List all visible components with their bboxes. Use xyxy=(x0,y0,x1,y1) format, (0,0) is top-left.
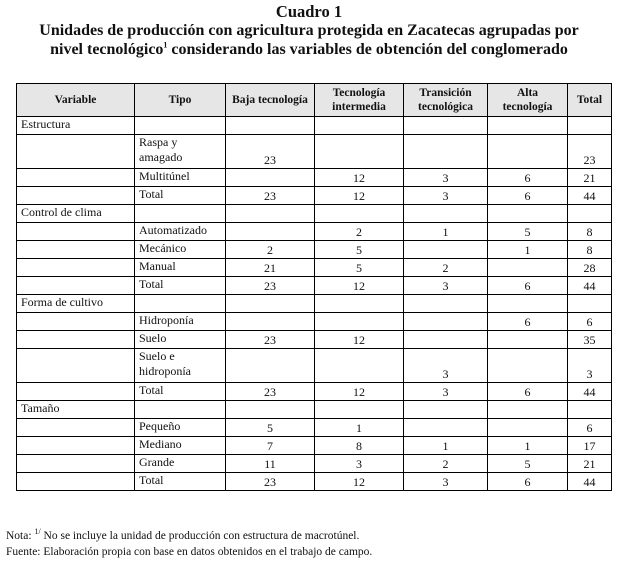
empty-cell xyxy=(488,205,568,223)
group-row xyxy=(17,295,612,313)
empty-cell xyxy=(135,401,226,419)
tipo-cell: Total xyxy=(135,473,226,491)
table-row xyxy=(17,135,612,169)
value-cell-baja: 2 xyxy=(226,241,315,259)
empty-cell xyxy=(404,117,488,135)
value-cell-trans: 3 xyxy=(404,473,488,491)
empty-cell xyxy=(315,401,404,419)
table-row xyxy=(17,437,612,455)
empty-cell xyxy=(17,419,135,437)
value-cell-inter: 12 xyxy=(315,187,404,205)
value-cell-total: 44 xyxy=(568,473,612,491)
value-cell-trans xyxy=(404,313,488,331)
empty-cell xyxy=(17,437,135,455)
empty-cell xyxy=(568,295,612,313)
empty-cell xyxy=(17,223,135,241)
empty-cell xyxy=(135,205,226,223)
empty-cell xyxy=(568,117,612,135)
value-cell-baja: 23 xyxy=(226,187,315,205)
value-cell-total: 8 xyxy=(568,223,612,241)
empty-cell xyxy=(568,205,612,223)
table-row xyxy=(17,473,612,491)
value-cell-total: 44 xyxy=(568,277,612,295)
value-cell-trans xyxy=(404,241,488,259)
tipo-cell: Manual xyxy=(135,259,226,277)
value-cell-baja: 11 xyxy=(226,455,315,473)
table-row xyxy=(17,455,612,473)
value-cell-baja: 23 xyxy=(226,135,315,169)
value-cell-total: 44 xyxy=(568,383,612,401)
empty-cell xyxy=(135,295,226,313)
value-cell-total: 17 xyxy=(568,437,612,455)
empty-cell xyxy=(17,455,135,473)
note-text: No se incluye la unidad de producción con estructura de macrotúnel. xyxy=(40,530,360,542)
value-cell-inter: 5 xyxy=(315,259,404,277)
header-variable: Variable xyxy=(17,84,135,117)
group-row xyxy=(17,117,612,135)
table-row xyxy=(17,169,612,187)
note-label: Nota: xyxy=(6,530,35,542)
table-number: Cuadro 1 xyxy=(275,2,343,21)
empty-cell xyxy=(17,473,135,491)
value-cell-baja xyxy=(226,313,315,331)
value-cell-inter xyxy=(315,313,404,331)
value-cell-baja: 23 xyxy=(226,331,315,349)
tipo-cell: Hidroponía xyxy=(135,313,226,331)
value-cell-baja: 23 xyxy=(226,277,315,295)
value-cell-alta: 1 xyxy=(488,437,568,455)
empty-cell xyxy=(315,295,404,313)
empty-cell xyxy=(17,277,135,295)
value-cell-total: 6 xyxy=(568,419,612,437)
value-cell-baja: 23 xyxy=(226,473,315,491)
variable-cell: Forma de cultivo xyxy=(17,295,135,313)
value-cell-inter: 1 xyxy=(315,419,404,437)
empty-cell xyxy=(17,331,135,349)
value-cell-trans: 3 xyxy=(404,349,488,383)
value-cell-total: 28 xyxy=(568,259,612,277)
value-cell-total: 6 xyxy=(568,313,612,331)
variable-cell: Estructura xyxy=(17,117,135,135)
value-cell-alta: 6 xyxy=(488,169,568,187)
value-cell-baja xyxy=(226,169,315,187)
value-cell-alta: 5 xyxy=(488,455,568,473)
tipo-cell: Multitúnel xyxy=(135,169,226,187)
value-cell-alta: 6 xyxy=(488,383,568,401)
table-row xyxy=(17,331,612,349)
empty-cell xyxy=(226,401,315,419)
notes xyxy=(6,528,372,560)
title-line-2a: nivel tecnológico xyxy=(50,41,164,58)
table-body xyxy=(17,117,612,491)
value-cell-inter: 12 xyxy=(315,383,404,401)
empty-cell xyxy=(17,241,135,259)
value-cell-baja: 5 xyxy=(226,419,315,437)
value-cell-inter xyxy=(315,135,404,169)
value-cell-baja: 23 xyxy=(226,383,315,401)
value-cell-alta: 6 xyxy=(488,473,568,491)
empty-cell xyxy=(226,205,315,223)
header-tipo: Tipo xyxy=(135,84,226,117)
tipo-cell: Raspa y amagado xyxy=(135,135,226,169)
header-total: Total xyxy=(568,84,612,117)
value-cell-trans: 3 xyxy=(404,169,488,187)
value-cell-alta xyxy=(488,349,568,383)
empty-cell xyxy=(404,205,488,223)
value-cell-inter: 12 xyxy=(315,331,404,349)
empty-cell xyxy=(226,117,315,135)
empty-cell xyxy=(17,349,135,383)
value-cell-trans: 3 xyxy=(404,277,488,295)
group-row xyxy=(17,401,612,419)
value-cell-total: 8 xyxy=(568,241,612,259)
value-cell-total: 35 xyxy=(568,331,612,349)
tipo-cell: Mediano xyxy=(135,437,226,455)
header-baja: Baja tecnología xyxy=(226,84,315,117)
empty-cell xyxy=(488,401,568,419)
empty-cell xyxy=(488,117,568,135)
empty-cell xyxy=(488,295,568,313)
empty-cell xyxy=(315,117,404,135)
tipo-cell: Pequeño xyxy=(135,419,226,437)
table-row xyxy=(17,349,612,383)
title-line-1: Unidades de producción con agricultura protegida en Zacatecas agrupadas por xyxy=(39,22,579,39)
empty-cell xyxy=(568,401,612,419)
value-cell-total: 44 xyxy=(568,187,612,205)
value-cell-alta xyxy=(488,331,568,349)
value-cell-trans: 3 xyxy=(404,187,488,205)
variable-cell: Control de clima xyxy=(17,205,135,223)
value-cell-alta: 6 xyxy=(488,277,568,295)
value-cell-baja xyxy=(226,349,315,383)
value-cell-trans: 2 xyxy=(404,259,488,277)
tipo-cell: Mecánico xyxy=(135,241,226,259)
value-cell-trans: 1 xyxy=(404,437,488,455)
value-cell-inter: 3 xyxy=(315,455,404,473)
value-cell-alta: 5 xyxy=(488,223,568,241)
table-title xyxy=(0,21,618,59)
value-cell-alta xyxy=(488,259,568,277)
value-cell-baja: 21 xyxy=(226,259,315,277)
tipo-cell: Suelo xyxy=(135,331,226,349)
table-row xyxy=(17,277,612,295)
value-cell-inter: 12 xyxy=(315,277,404,295)
empty-cell xyxy=(17,135,135,169)
table-row xyxy=(17,259,612,277)
title-line-2b: considerando las variables de obtención del conglomerado xyxy=(167,41,568,58)
group-row xyxy=(17,205,612,223)
value-cell-alta: 6 xyxy=(488,187,568,205)
value-cell-alta xyxy=(488,135,568,169)
value-cell-total: 23 xyxy=(568,135,612,169)
tipo-cell: Total xyxy=(135,277,226,295)
empty-cell xyxy=(404,295,488,313)
tipo-cell: Suelo e hidroponía xyxy=(135,349,226,383)
value-cell-total: 21 xyxy=(568,455,612,473)
footnote-marker: 1 xyxy=(163,40,168,50)
value-cell-total: 21 xyxy=(568,169,612,187)
value-cell-trans: 3 xyxy=(404,383,488,401)
value-cell-inter: 8 xyxy=(315,437,404,455)
header-alta: Alta tecnología xyxy=(488,84,568,117)
value-cell-trans: 1 xyxy=(404,223,488,241)
value-cell-baja: 7 xyxy=(226,437,315,455)
note-marker: 1/ xyxy=(34,527,41,537)
table-row xyxy=(17,241,612,259)
table-row xyxy=(17,383,612,401)
tipo-cell: Total xyxy=(135,187,226,205)
empty-cell xyxy=(315,205,404,223)
table-row xyxy=(17,223,612,241)
value-cell-trans: 2 xyxy=(404,455,488,473)
tipo-cell: Automatizado xyxy=(135,223,226,241)
value-cell-alta: 6 xyxy=(488,313,568,331)
value-cell-inter: 12 xyxy=(315,473,404,491)
data-table xyxy=(16,83,612,491)
empty-cell xyxy=(404,401,488,419)
tipo-cell: Total xyxy=(135,383,226,401)
value-cell-inter: 12 xyxy=(315,169,404,187)
empty-cell xyxy=(135,117,226,135)
empty-cell xyxy=(17,383,135,401)
header-intermedia: Tecnología intermedia xyxy=(315,84,404,117)
value-cell-inter xyxy=(315,349,404,383)
tipo-cell: Grande xyxy=(135,455,226,473)
header-row xyxy=(17,84,612,117)
value-cell-alta: 1 xyxy=(488,241,568,259)
value-cell-total: 3 xyxy=(568,349,612,383)
value-cell-trans xyxy=(404,331,488,349)
empty-cell xyxy=(17,313,135,331)
value-cell-trans xyxy=(404,419,488,437)
data-table-container xyxy=(16,83,611,491)
table-row xyxy=(17,313,612,331)
value-cell-baja xyxy=(226,223,315,241)
empty-cell xyxy=(17,187,135,205)
empty-cell xyxy=(17,259,135,277)
variable-cell: Tamaño xyxy=(17,401,135,419)
empty-cell xyxy=(226,295,315,313)
header-transicion: Transición tecnológica xyxy=(404,84,488,117)
table-row xyxy=(17,187,612,205)
table-row xyxy=(17,419,612,437)
empty-cell xyxy=(17,169,135,187)
note-line xyxy=(6,528,372,544)
value-cell-trans xyxy=(404,135,488,169)
source-line: Fuente: Elaboración propia con base en datos obtenidos en el trabajo de campo. xyxy=(6,546,373,558)
value-cell-inter: 2 xyxy=(315,223,404,241)
value-cell-inter: 5 xyxy=(315,241,404,259)
value-cell-alta xyxy=(488,419,568,437)
